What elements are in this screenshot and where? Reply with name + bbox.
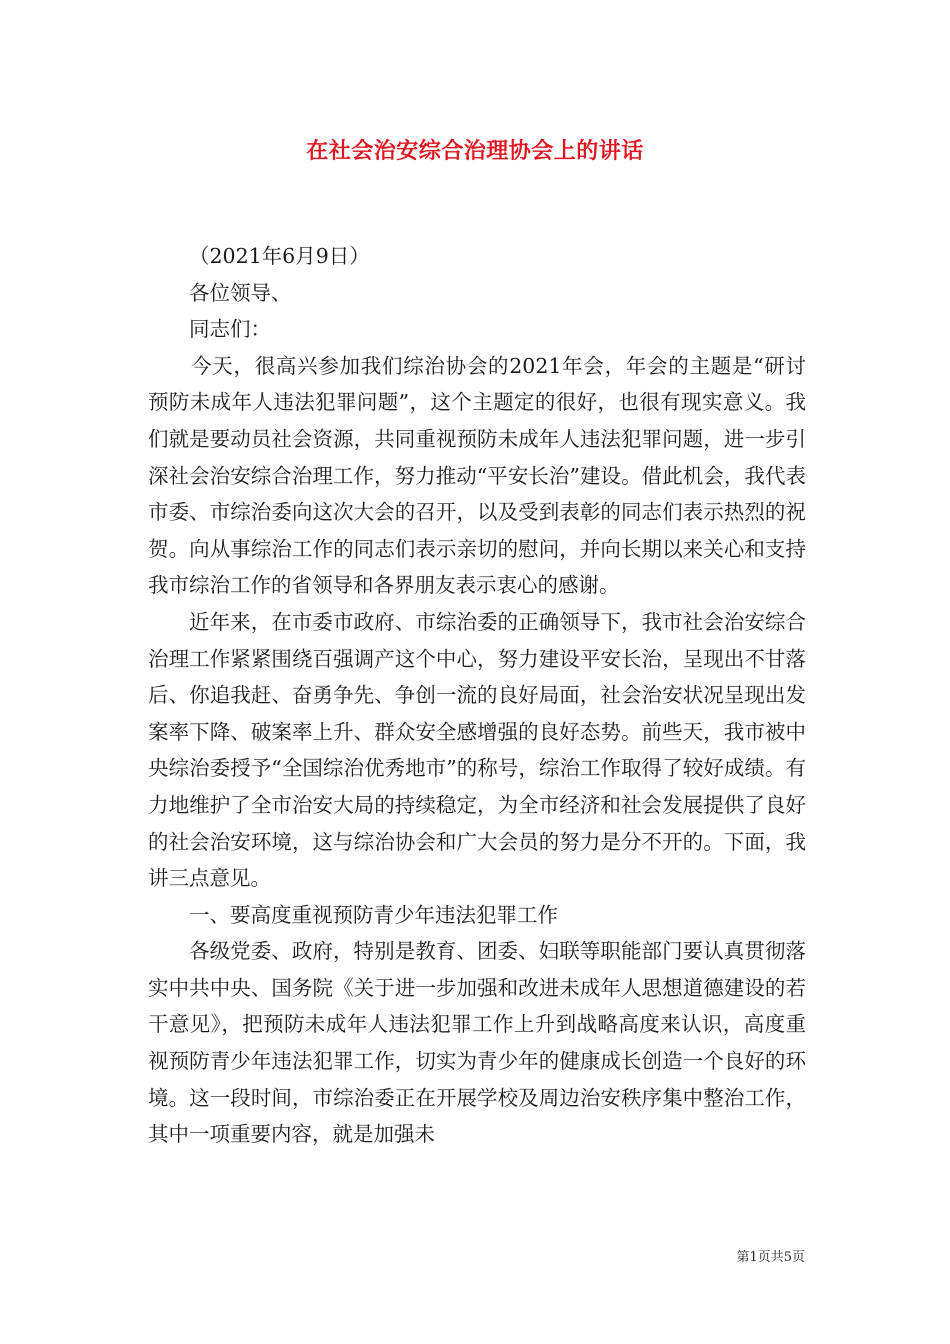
paragraph-section-1: 各级党委、政府，特别是教育、团委、妇联等职能部门要认真贯彻落实中共中央、国务院《关于进一步加强和改进未成年人思想道德建设的若干意见》，把预防未成年人违法犯罪工作上升到战略高度来认识，高度重视预防青少年违法犯罪工作，切实为青少年的健康成长创造一个良好的环境。这一段时间，市综治委正在开展学校及周边治安秩序集中整治工作，其中一项重要内容，就是加强未 [148, 939, 806, 1147]
document-body [148, 238, 806, 1153]
paragraph-opening: 今天，很高兴参加我们综治协会的2021年会，年会的主题是“研讨预防未成年人违法犯罪问题”，这个主题定的很好，也很有现实意义。我们就是要动员社会资源，共同重视预防未成年人违法犯罪问题，进一步引深社会治安综合治理工作，努力推动“平安长治”建设。借此机会，我代表市委、市综治委向这次大会的召开，以及受到表彰的同志们表示热烈的祝贺。向从事综治工作的同志们表示亲切的慰问，并向长期以来关心和支持我市综治工作的省领导和各界朋友表示衷心的感谢。 [148, 353, 806, 598]
paragraph-achievements: 近年来，在市委市政府、市综治委的正确领导下，我市社会治安综合治理工作紧紧围绕百强调产这个中心，努力建设平安长治，呈现出不甘落后、你追我赶、奋勇争先、争创一流的良好局面，社会治安状况呈现出发案率下降、破案率上升、群众安全感增强的良好态势。前些天，我市被中央综治委授予“全国综治优秀地市”的称号，综治工作取得了较好成绩。有力地维护了全市治安大局的持续稳定，为全市经济和社会发展提供了良好的社会治安环境，这与综治协会和广大会员的努力是分不开的。下面，我讲三点意见。 [148, 609, 806, 891]
section-heading-1: 一、要高度重视预防青少年违法犯罪工作 [189, 902, 558, 927]
page-number: 第1页共5页 [736, 1250, 805, 1265]
salutation-line-2: 同志们： [189, 317, 271, 342]
salutation-line-1: 各位领导、 [189, 280, 292, 305]
date-line: （2021年6月9日） [189, 244, 370, 268]
document-title: 在社会治安综合治理协会上的讲话 [306, 138, 644, 164]
